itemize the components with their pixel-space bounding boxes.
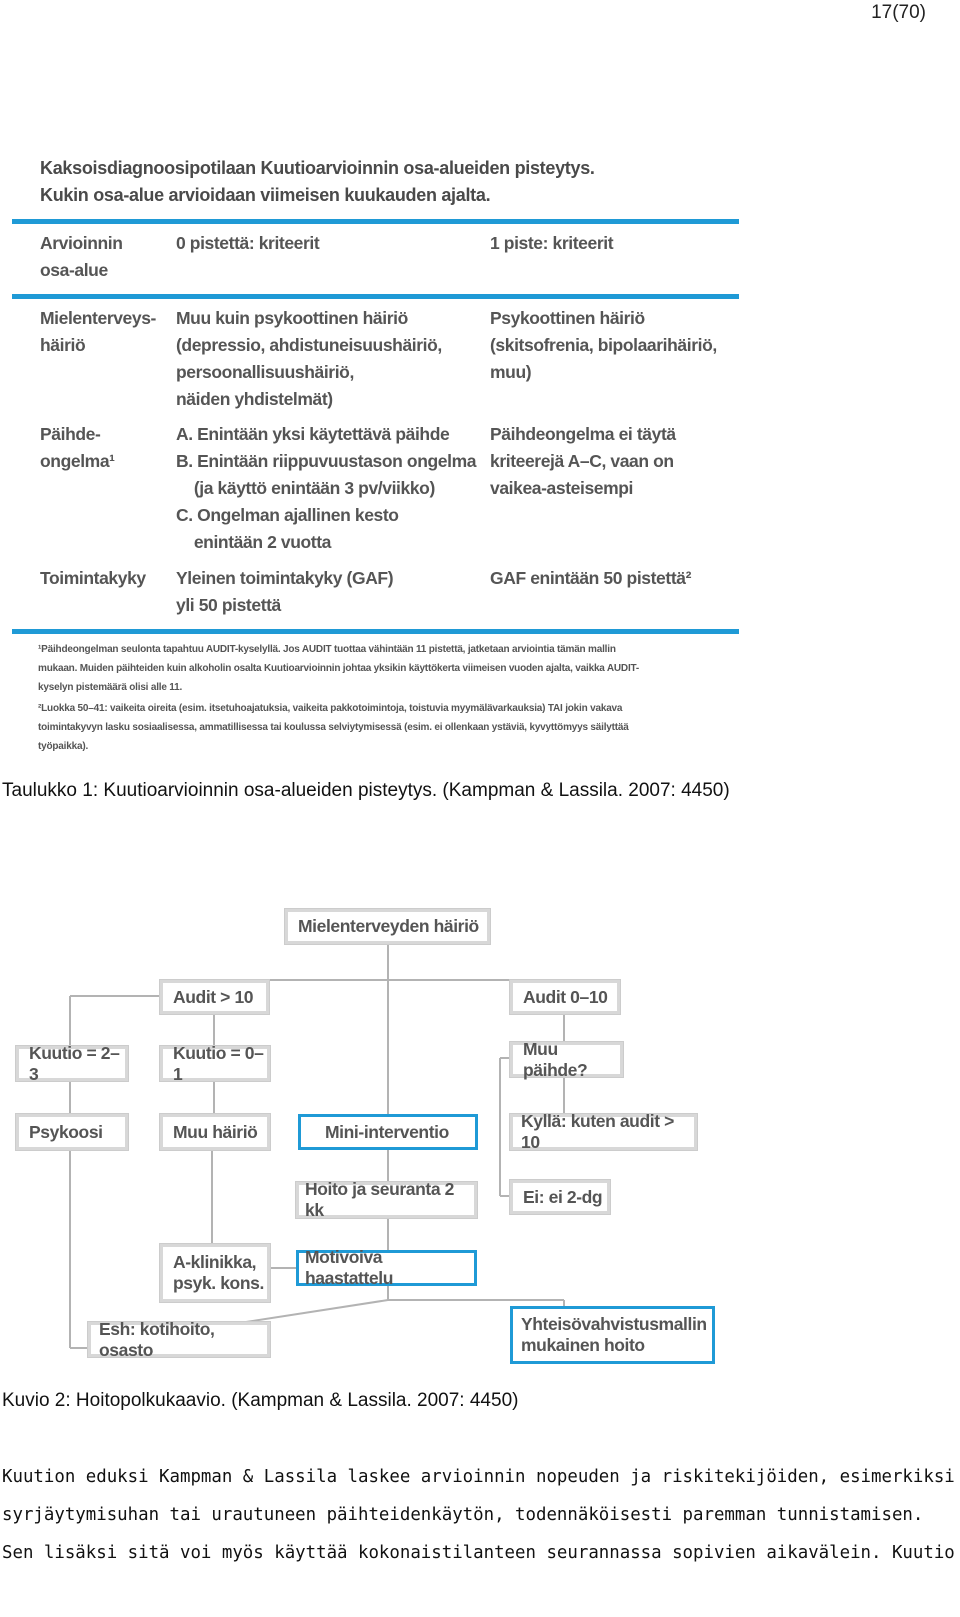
box-community-reinforcement: Yhteisövahvistusmallin mukainen hoito xyxy=(510,1306,715,1364)
figure-caption: Kuvio 2: Hoitopolkukaavio. (Kampman & Lassila. 2007: 4450) xyxy=(2,1390,519,1411)
table-title-line: Kaksoisdiagnoosipotilaan Kuutioarvioinnin osa-alueiden pisteytys. xyxy=(40,158,595,178)
box-a-clinic: A-klinikka, psyk. kons. xyxy=(160,1244,270,1302)
header-zero-points: 0 pistettä: kriteerit xyxy=(176,233,320,253)
row-area-function: Toimintakyky xyxy=(40,568,146,588)
footnote-line: mukaan. Muiden päihteiden kuin alkoholin osalta Kuutioarvioinnin johtaa yksikin käyttökerta viimeisen vuoden ajalta, vaikka AUDIT- xyxy=(38,663,640,674)
footnote-line: ¹Päihdeongelman seulonta tapahtuu AUDIT-kyselyllä. Jos AUDIT tuottaa vähintään 11 pistettä, jatketaan arviointia tämän mallin xyxy=(38,644,616,655)
box-audit-high: Audit > 10 xyxy=(160,980,269,1014)
footnote-line: ²Luokka 50–41: vaikeita oireita (esim. itsetuhoajatuksia, vaikeita pakkotoimintoja, toistuvia myymälävarkauksia) TAI jokin vakava xyxy=(38,703,623,714)
row-one-function: GAF enintään 50 pistettä² xyxy=(490,568,692,588)
box-yes-audit: Kyllä: kuten audit > 10 xyxy=(510,1114,697,1150)
table-title-line: Kukin osa-alue arvioidaan viimeisen kuukauden ajalta. xyxy=(40,185,491,205)
paragraph-line: Sen lisäksi sitä voi myös käyttää kokonaistilanteen seurannassa sopivien aikavälein. Kuutio xyxy=(2,1543,955,1563)
row-area-mental: Mielenterveys- häiriö xyxy=(40,308,156,355)
box-mini-intervention: Mini-interventio xyxy=(298,1114,478,1150)
box-no-2dg: Ei: ei 2-dg xyxy=(510,1180,610,1214)
box-cube-0-1: Kuutio = 0–1 xyxy=(160,1046,270,1081)
paragraph-line: syrjäytymisuhan tai urautuneen päihteidenkäytön, todennäköisesti paremman tunnistamisen. xyxy=(2,1505,924,1525)
paragraph-line: Kuution eduksi Kampman & Lassila laskee arvioinnin nopeuden ja riskitekijöiden, esimerkiksi xyxy=(2,1467,955,1487)
body-paragraph xyxy=(2,1458,955,1572)
row-zero-mental: Muu kuin psykoottinen häiriö (depressio, ahdistuneisuushäiriö, persoonallisuushäiriö, näiden yhdistelmät) xyxy=(176,308,442,409)
box-motivational-interview: Motivoiva haastattelu xyxy=(296,1250,477,1286)
footnote-line: kyselyn pistemäärä olisi alle 11. xyxy=(38,682,183,693)
row-area-substance: Päihde- ongelma¹ xyxy=(40,424,115,471)
row-one-substance: Päihdeongelma ei täytä kriteerejä A–C, vaan on vaikea-asteisempi xyxy=(490,424,676,498)
box-home-care: Esh: kotihoito, osasto xyxy=(88,1322,270,1357)
box-mental-disorder: Mielenterveyden häiriö xyxy=(285,909,490,944)
box-other-substance: Muu päihde? xyxy=(510,1042,623,1077)
box-cube-2-3: Kuutio = 2–3 xyxy=(16,1046,128,1081)
box-psychosis: Psykoosi xyxy=(16,1114,128,1150)
footnote-line: toimintakyvyn lasku sosiaalisessa, ammatillisessa tai koulussa selviytymisessä (esim. ei ollenkaan ystäviä, kyvyttömyys säilyttää xyxy=(38,722,629,733)
row-one-mental: Psykoottinen häiriö (skitsofrenia, bipolaarihäiriö, muu) xyxy=(490,308,717,382)
table-caption: Taulukko 1: Kuutioarvioinnin osa-alueiden pisteytys. (Kampman & Lassila. 2007: 4450) xyxy=(2,780,730,801)
box-treatment-followup: Hoito ja seuranta 2 kk xyxy=(296,1182,477,1218)
box-audit-low: Audit 0–10 xyxy=(510,980,620,1014)
header-area: Arvioinnin osa-alue xyxy=(40,233,123,280)
page-number: 17(70) xyxy=(871,2,926,23)
box-other-disorder: Muu häiriö xyxy=(160,1114,270,1150)
row-zero-function: Yleinen toimintakyky (GAF) yli 50 pistettä xyxy=(176,568,394,615)
row-zero-substance: A. Enintään yksi käytettävä päihde B. Enintään riippuvuustason ongelma (ja käyttö enintään 3 pv/viikko) C. Ongelman ajallinen kesto enintään 2 vuotta xyxy=(176,424,477,552)
header-one-point: 1 piste: kriteerit xyxy=(490,233,614,253)
footnote-line: työpaikka). xyxy=(38,741,89,752)
connector xyxy=(246,1300,388,1322)
